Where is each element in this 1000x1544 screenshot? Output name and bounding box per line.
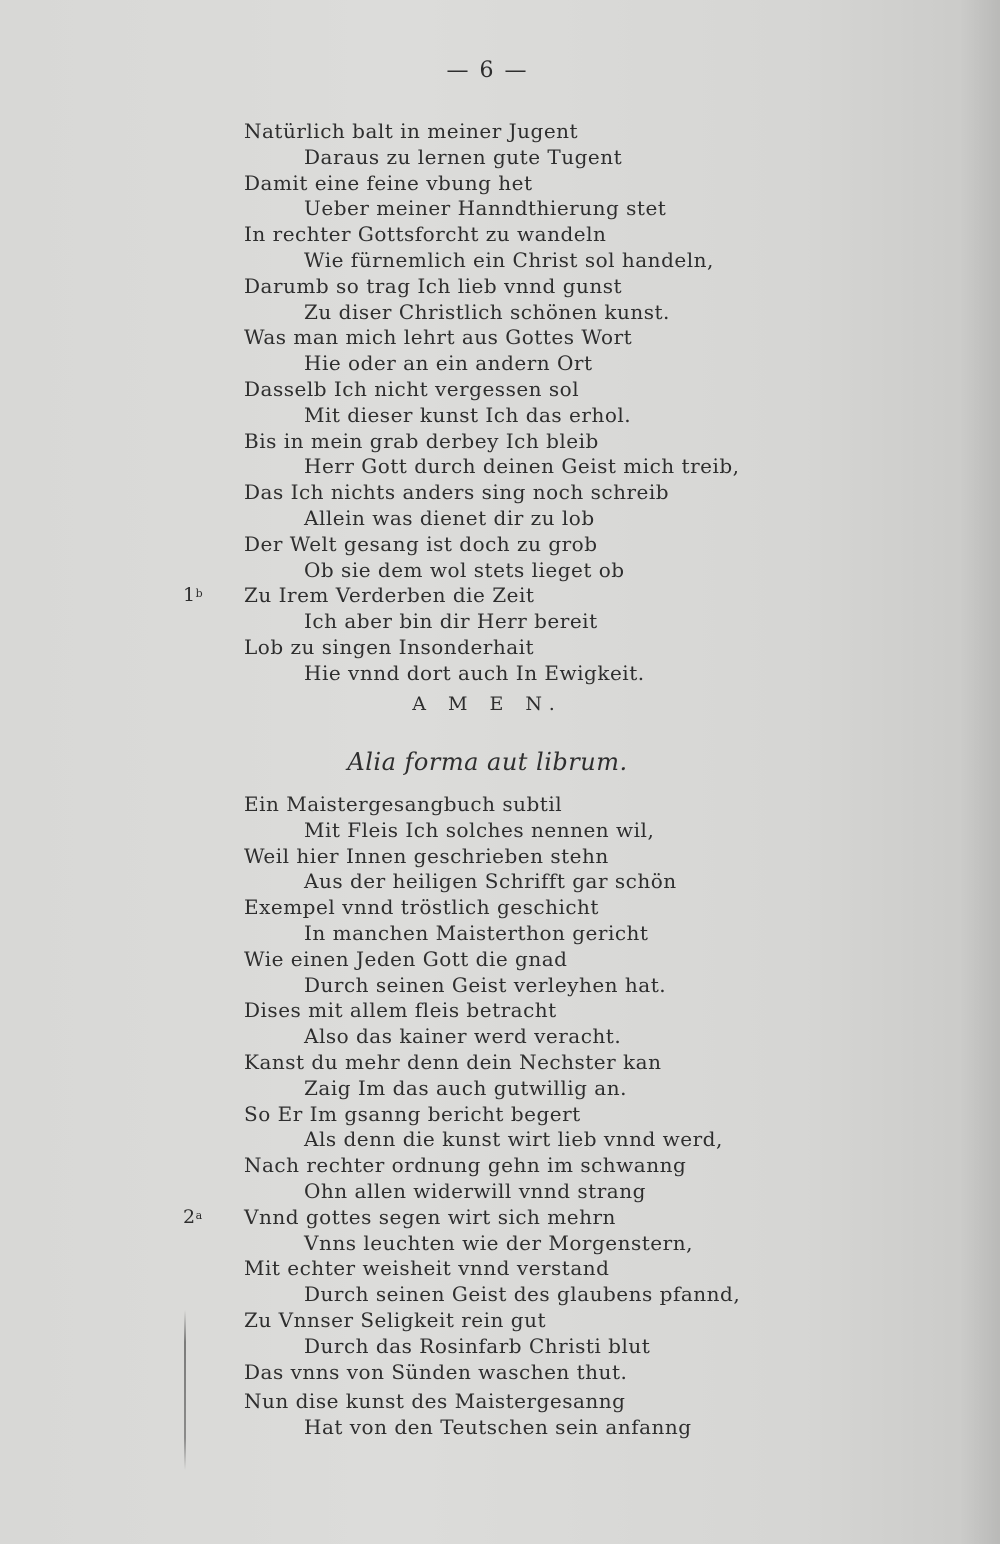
poem-line: Darumb so trag Ich lieb vnnd gunst [244,273,623,298]
poem-line-text: Zu Irem Verderben die Zeit [244,583,535,608]
poem-line [0,583,1000,609]
poem-line: In rechter Gottsforcht zu wandeln [244,222,607,247]
poem-line: Weil hier Innen geschrieben stehn [244,843,609,868]
poem-line: Damit eine feine vbung het [244,170,533,195]
poem-line: Als denn die kunst wirt lieb vnnd werd, [304,1127,723,1152]
poem-line: Dasselb Ich nicht vergessen sol [244,376,580,401]
poem-line: Durch seinen Geist des glaubens pfannd, [304,1282,741,1307]
poem-line: Das Ich nichts anders sing noch schreib [244,480,670,505]
poem-line: Mit echter weisheit vnnd verstand [244,1256,610,1281]
poem-line: Exempel vnnd tröstlich geschicht [244,895,599,920]
margin-note-number: 2 [183,1205,196,1228]
margin-note-1b [183,583,203,609]
poem-line: Bis in mein grab derbey Ich bleib [244,428,599,453]
margin-note-number: 1 [183,584,196,607]
margin-note-2a [183,1205,203,1231]
poem-line: In manchen Maisterthon gericht [304,920,649,945]
poem-line: Mit dieser kunst Ich das erhol. [304,402,632,427]
poem-stanza-1 [0,119,1000,687]
poem-line: Ob sie dem wol stets lieget ob [304,557,625,582]
poem-line: Ueber meiner Hanndthierung stet [304,196,667,221]
poem-line: Dises mit allem fleis betracht [244,998,557,1023]
poem-line: Wie einen Jeden Gott die gnad [244,946,568,971]
page-edge-shadow [960,0,1000,1544]
margin-pencil-mark [184,1310,186,1470]
margin-note-superscript: b [195,587,204,601]
poem-line: Also das kainer werd veracht. [304,1024,622,1049]
section-heading: Alia forma aut librum. [347,748,628,776]
poem-line: Zu Vnnser Seligkeit rein gut [244,1307,546,1332]
poem-line: Hie vnnd dort auch In Ewigkeit. [304,660,645,685]
poem-line: Durch das Rosinfarb Christi blut [304,1333,651,1358]
poem-line: Was man mich lehrt aus Gottes Wort [244,325,633,350]
poem-line: Nun dise kunst des Maistergesanng [244,1389,626,1414]
poem-line: Kanst du mehr denn dein Nechster kan [244,1049,662,1074]
margin-note-superscript: a [195,1208,203,1222]
poem-line-text: Vnnd gottes segen wirt sich mehrn [244,1204,616,1229]
poem-line: Hie oder an ein andern Ort [304,351,593,376]
amen: A M E N. [412,693,563,715]
poem-line: Vnns leuchten wie der Morgenstern, [304,1230,693,1255]
poem-line: Ein Maistergesangbuch subtil [244,792,563,816]
poem-line: Daraus zu lernen gute Tugent [304,144,623,169]
poem-line: Natürlich balt in meiner Jugent [244,119,579,143]
poem-line: Durch seinen Geist verleyhen hat. [304,972,667,997]
poem-stanza-2 [0,792,1000,1441]
poem-line: Wie fürnemlich ein Christ sol handeln, [304,247,714,272]
poem-line: So Er Im gsanng bericht begert [244,1101,581,1126]
poem-line: Mit Fleis Ich solches nennen wil, [304,817,655,842]
poem-line: Hat von den Teutschen sein anfanng [304,1415,692,1440]
poem-line: Der Welt gesang ist doch zu grob [244,531,598,556]
poem-line: Zu diser Christlich schönen kunst. [304,299,670,324]
poem-line: Zaig Im das auch gutwillig an. [304,1075,627,1100]
poem-line: Das vnns von Sünden waschen thut. [244,1359,628,1384]
poem-line: Nach rechter ordnung gehn im schwanng [244,1153,687,1178]
poem-line: Herr Gott durch deinen Geist mich treib, [304,454,740,479]
poem-line: Ohn allen widerwill vnnd strang [304,1178,646,1203]
poem-line: Allein was dienet dir zu lob [304,505,595,530]
page-number: — 6 — [446,58,529,83]
poem-line: Aus der heiligen Schrifft gar schön [304,869,677,894]
poem-line [0,1205,1000,1231]
poem-line: Lob zu singen Insonderhait [244,634,535,659]
poem-line: Ich aber bin dir Herr bereit [304,609,598,634]
